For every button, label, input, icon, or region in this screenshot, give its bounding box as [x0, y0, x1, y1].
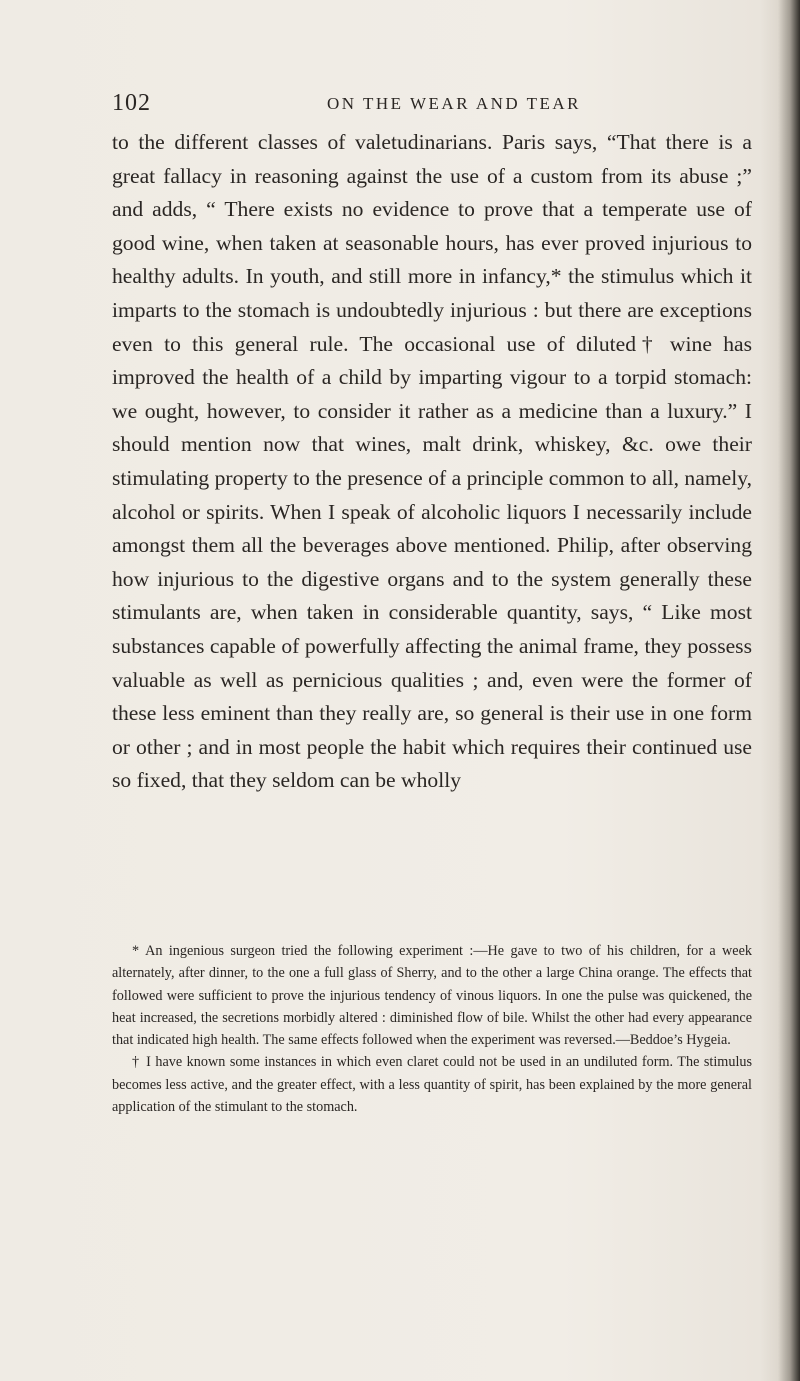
- footnote-2: [112, 1051, 752, 1118]
- main-text: [112, 126, 752, 798]
- footnotes: [112, 940, 752, 1118]
- footnote-1-text: An ingenious surgeon tried the following experiment :—He gave to two of his children, for a week alternately, after dinner, to the one a full glass of Sherry, and to the other a large China orange. The effects that followed were sufficient to prove the injurious tendency of vinous liquors. In one the pulse was quickened, the heat increased, the secretions morbidly altered : diminished flow of bile. Whilst the other had every appearance that indicated high health. The same effects followed when the experiment was reversed.—Beddoe’s Hygeia.: [112, 943, 752, 1049]
- footnote-1: [112, 940, 752, 1051]
- footnote-1-mark: *: [132, 943, 140, 959]
- body-paragraph: to the different classes of valetudinarians. Paris says, “That there is a great fallacy in reasoning against the use of a custom from its abuse ;” and adds, “ There exists no evidence to prove that a temperate use of good wine, when taken at seasonable hours, has ever proved injurious to healthy adults. In youth, and still more in infancy,* the stimulus which it imparts to the stomach is undoubtedly injurious : but there are exceptions even to this general rule. The occasional use of diluted† wine has improved the health of a child by imparting vigour to a torpid stomach: we ought, however, to consider it rather as a medicine than a luxury.” I should mention now that wines, malt drink, whiskey, &c. owe their stimulating property to the presence of a principle common to all, namely, alcohol or spirits. When I speak of alcoholic liquors I necessarily include amongst them all the beverages above mentioned. Philip, after observing how injurious to the digestive organs and to the system generally these stimulants are, when taken in considerable quantity, says, “ Like most substances capable of powerfully affecting the animal frame, they possess valuable as well as pernicious qualities ; and, even were the former of these less eminent than they really are, so general is their use in one form or other ; and in most people the habit which requires their continued use so fixed, that they seldom can be wholly: [112, 130, 752, 793]
- page-header: [112, 90, 752, 120]
- footnote-2-text: I have known some instances in which even claret could not be used in an undiluted form. The stimulus becomes less active, and the greater effect, with a less quantity of spirit, has been explained by the more general application of the stimulant to the stomach.: [112, 1054, 752, 1116]
- page-number: 102: [112, 90, 151, 116]
- footnote-2-mark: †: [132, 1054, 141, 1071]
- page-edge-shadow: [778, 0, 800, 1381]
- running-head: ON THE WEAR AND TEAR: [327, 94, 581, 113]
